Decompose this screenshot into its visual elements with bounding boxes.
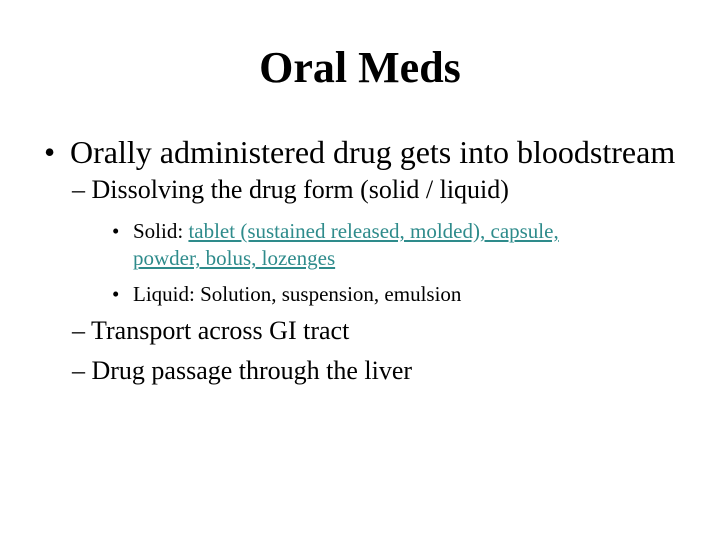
solid-prefix: Solid: <box>133 219 189 243</box>
bullet-level2-text: Dissolving the drug form (solid / liquid) <box>91 175 509 204</box>
bullet-level3-solid-continued <box>133 245 335 272</box>
bullet-level3-liquid <box>112 281 461 308</box>
bullet-level3-solid <box>112 218 559 245</box>
bullet-level1-oral-route <box>44 132 675 172</box>
bullet-level2-text: Transport across GI tract <box>91 316 350 345</box>
bullet-icon: • <box>44 134 56 170</box>
bullet-level2-transport <box>72 315 349 347</box>
dash-icon: – <box>72 356 85 385</box>
dash-icon: – <box>72 175 85 204</box>
liquid-text: Liquid: Solution, suspension, emulsion <box>133 282 462 306</box>
slide-title: Oral Meds <box>259 43 461 92</box>
solid-forms-link[interactable]: tablet (sustained released, molded), capsule, <box>188 219 559 243</box>
bullet-level2-liver <box>72 355 412 387</box>
bullet-icon: • <box>112 219 120 243</box>
bullet-level2-dissolving <box>72 174 509 206</box>
bullet-icon: • <box>112 282 120 306</box>
bullet-level2-text: Drug passage through the liver <box>91 356 413 385</box>
solid-forms-link-continued[interactable]: powder, bolus, lozenges <box>133 246 336 270</box>
dash-icon: – <box>72 316 85 345</box>
bullet-level1-text: Orally administered drug gets into bloodstream <box>70 134 676 170</box>
